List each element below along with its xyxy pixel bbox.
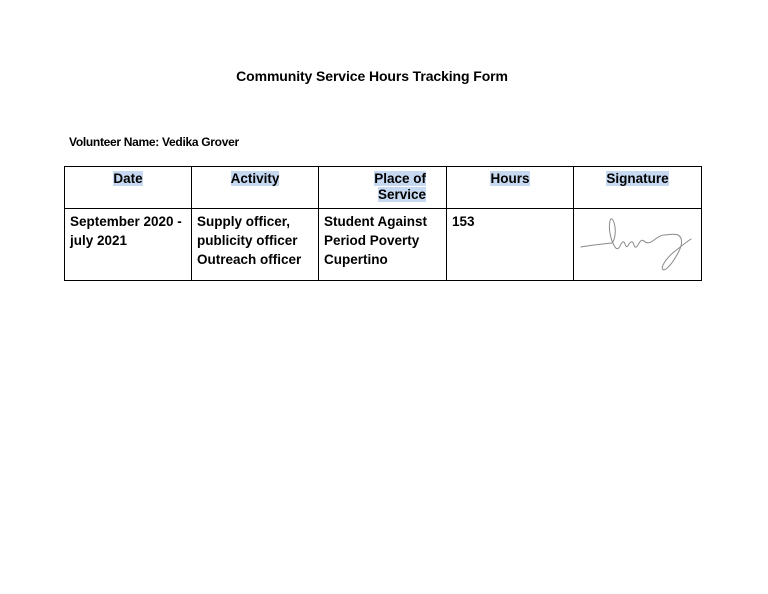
form-title: Community Service Hours Tracking Form bbox=[236, 68, 508, 84]
cell-place-line1: Student Against bbox=[324, 214, 427, 229]
cell-place bbox=[319, 209, 447, 281]
volunteer-name: Vedika Grover bbox=[162, 135, 239, 149]
cell-hours-value: 153 bbox=[452, 214, 475, 229]
cell-place-line2: Period Poverty bbox=[324, 233, 420, 248]
table-row bbox=[65, 209, 702, 281]
cell-signature bbox=[574, 209, 702, 281]
cell-place-line3: Cupertino bbox=[324, 252, 388, 267]
volunteer-name-line bbox=[69, 135, 239, 149]
header-place-label-line1: Place of bbox=[374, 171, 426, 186]
header-place-of-service bbox=[319, 167, 447, 209]
signature-image bbox=[578, 211, 698, 273]
cell-activity-line1: Supply officer, bbox=[197, 214, 291, 229]
table-header-row bbox=[65, 167, 702, 209]
cell-activity bbox=[192, 209, 319, 281]
volunteer-label: Volunteer Name: bbox=[69, 135, 159, 149]
header-hours bbox=[447, 167, 574, 209]
header-signature-label: Signature bbox=[606, 171, 669, 186]
cell-activity-line2: publicity officer bbox=[197, 233, 298, 248]
header-date bbox=[65, 167, 192, 209]
header-date-label: Date bbox=[113, 171, 143, 186]
header-activity bbox=[192, 167, 319, 209]
header-hours-label: Hours bbox=[490, 171, 530, 186]
cell-date-line2: july 2021 bbox=[70, 233, 128, 248]
header-signature bbox=[574, 167, 702, 209]
cell-date-line1: September 2020 - bbox=[70, 214, 182, 229]
header-place-label-line2: Service bbox=[377, 187, 426, 202]
header-activity-label: Activity bbox=[230, 171, 280, 186]
cell-date bbox=[65, 209, 192, 281]
cell-activity-line3: Outreach officer bbox=[197, 252, 302, 267]
cell-hours bbox=[447, 209, 574, 281]
hours-table bbox=[64, 166, 702, 281]
